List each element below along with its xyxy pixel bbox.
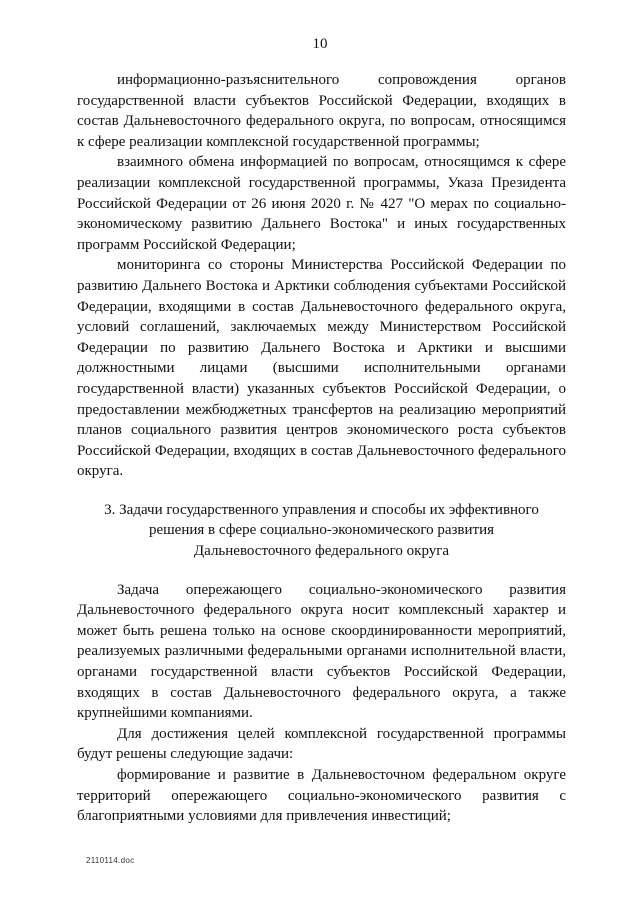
section-spacer-top — [77, 482, 566, 500]
paragraph-task-territories: формирование и развитие в Дальневосточном федеральном округе территорий опережающего социально-экономического развития с благоприятными условиями для привлечения инвестиций; — [77, 767, 566, 825]
section-heading-line-3: Дальневосточного федерального округа — [193, 543, 450, 560]
paragraph-info-support: информационно-разъяснительного сопровождения органов государственной власти субъектов Российской Федерации, входящих в состав Дальневосточного федерального округа, по вопросам, относящимся к сфере реализации комплексной государственной программы; — [77, 72, 566, 150]
paragraph-tasks-intro: Для достижения целей комплексной государственной программы будут решены следующие задачи: — [77, 725, 566, 763]
paragraph-info-exchange: взаимного обмена информацией по вопросам, относящимся к сфере реализации комплексной государственной программы, Указа Президента Российской Федерации от 26 июня 2020 г. № 427 "О мерах по социально-экономическому развитию Дальнего Востока" и иных государственных программ Российской Федерации; — [77, 154, 566, 253]
section-heading-line-1: 3. Задачи государственного управления и способы их эффективного — [104, 501, 539, 518]
document-body — [77, 70, 566, 827]
section-heading-line-2: решения в сфере социально-экономического развития — [148, 522, 495, 539]
section-spacer-bottom — [77, 562, 566, 580]
paragraph-task-description: Задача опережающего социально-экономического развития Дальневосточного федерального округа носит комплексный характер и может быть решена только на основе скоординированности мероприятий, реализуемых различными федеральными органами исполнительной власти, органами государственной власти субъектов Российской Федерации, входящих в состав Дальневосточного федерального округа, а также крупнейшими компаниями. — [77, 581, 566, 722]
section-heading — [77, 500, 566, 562]
paragraph-monitoring: мониторинга со стороны Министерства Российской Федерации по развитию Дальнего Востока и Арктики соблюдения субъектами Российской Федерации, входящими в состав Дальневосточного федерального округа, условий соглашений, заключаемых между Министерством Российской Федерации по развитию Дальнего Востока и Арктики и высшими должностными лицами (высшими исполнительными органами государственной власти) указанных субъектов Российской Федерации, о предоставлении межбюджетных трансфертов на реализацию мероприятий планов социального развития центров экономического роста субъектов Российской Федерации, входящих в состав Дальневосточного федерального округа. — [77, 257, 566, 480]
page-number: 10 — [312, 36, 328, 52]
footer-document-code: 2110114.doc — [86, 856, 135, 865]
